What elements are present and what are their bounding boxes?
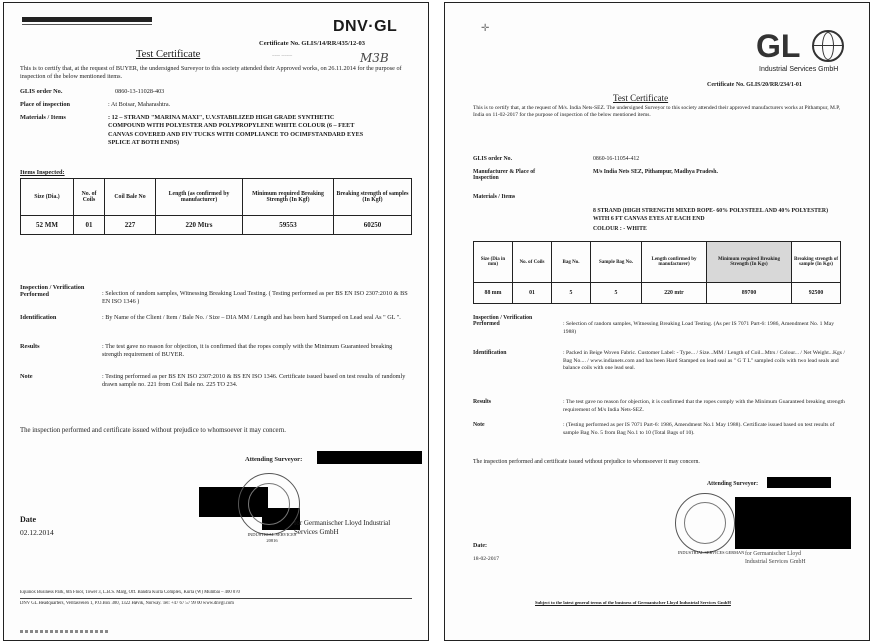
- company-stamp: [675, 493, 735, 553]
- cell-length: 220 Mtrs: [156, 216, 243, 235]
- gl-logo-subtitle: Industrial Services GmbH: [759, 66, 839, 73]
- signatory: for Germanischer Lloyd Industrial Services GmbH: [294, 519, 391, 536]
- materials-value: : 12 – STRAND "MARINA MAXI", U.V.STABILIZED HIGH GRADE SYNTHETIC COMPOUND WITH POLYESTER AND POLYPROPYLENE WHITE COLOUR (6 – FEET CANVAS COVERED AND FIV TUCKS WITH COMPLIANCE TO OCIMFSTANDARD EYES SPLICE AT BOTH ENDS): [108, 114, 364, 147]
- header-rule: [22, 24, 152, 25]
- cell-breaking-strength: 60250: [334, 216, 412, 235]
- terms-line: Subject to the latest general terms of the business of Germanischer Lloyd Industrial Services GmbH: [535, 600, 731, 605]
- cell-bag-no: 5: [552, 283, 591, 304]
- header-size: Size (Dia in mm): [474, 242, 513, 283]
- cell-size: 88 mm: [474, 283, 513, 304]
- materials-value: 8 STRAND (HIGH STRENGTH MIXED ROPE- 60% POLYSTEEL AND 40% POLYESTER) WITH 6 FT CANVAS EYES AT EACH END: [593, 208, 829, 222]
- date-value: 02.12.2014: [20, 528, 54, 537]
- date-value: 18-02-2017: [473, 556, 500, 562]
- cell-min-strength: 59553: [243, 216, 334, 235]
- intro-paragraph: This is to certify that, at the request of BUYER, the undersigned Surveyor to this society attended their Approved works, on 26.11.2014 for the purpose of inspection of the below mentioned items.: [20, 65, 402, 81]
- certificate-gl: [444, 2, 870, 641]
- certificate-dnvgl: [3, 2, 429, 641]
- items-table-header: [474, 242, 841, 283]
- dnvgl-logo: DNV·GL: [333, 18, 398, 35]
- intro-paragraph: This is to certify that, at the request of M/s. India Nets-SEZ. The undersigned Surveyor to this society attended their approved manufacturers works at Pithampur, M.P, India on 11-02-2017 for the purpose of inspection of the below mentioned items.: [473, 105, 841, 119]
- results-value: : The test gave no reason for objection, it is confirmed that the ropes comply with the Minimum Guaranteed breaking strength requirement of M/s India Nets-SEZ.: [563, 399, 845, 413]
- header-breaking-strength: Breaking strength of sample (In Kgs): [792, 242, 841, 283]
- cell-length: 220 mtr: [642, 283, 707, 304]
- header-coils: No. of Coils: [74, 179, 105, 216]
- inspection-value: : Selection of random samples, Witnessing Breaking Load Testing. (As per IS 7071 Part-6: 1986, Amendment No. 1 May 1988): [563, 321, 835, 335]
- footer-statement: The inspection performed and certificate issued without prejudice to whomsoever it may concern.: [473, 459, 700, 465]
- glis-order-label: GLIS order No.: [473, 156, 513, 162]
- header-coil-bale: Coil Bale No: [105, 179, 156, 216]
- cell-size: 52 MM: [21, 216, 74, 235]
- inspection-label: Inspection / Verification Performed: [473, 315, 533, 327]
- stamp-inner-ring: [248, 483, 290, 525]
- identification-label: Identification: [20, 314, 57, 321]
- gl-logo: GL: [756, 28, 801, 64]
- materials-label: Materials / Items: [20, 114, 66, 121]
- stamp-text: INDUSTRIAL SERVICES 20816: [247, 532, 297, 544]
- items-table: [20, 178, 412, 235]
- signatory: for Germanischer Lloyd Industrial Services GmbH: [745, 551, 806, 565]
- cell-coil-bale: 227: [105, 216, 156, 235]
- certificate-title: Test Certificate: [136, 49, 201, 60]
- items-table-header: [21, 179, 412, 216]
- certificate-number: Certificate No. GLIS/20/RR/234/1-01: [707, 82, 802, 88]
- header-size: Size (Dia.): [21, 179, 74, 216]
- cell-min-strength: 89700: [707, 283, 792, 304]
- header-bar: [22, 17, 152, 22]
- items-table: [473, 241, 841, 304]
- globe-equator: [814, 45, 842, 46]
- header-bag-no: Bag No.: [552, 242, 591, 283]
- header-length: Length confirmed by manufacturer): [642, 242, 707, 283]
- note-value: : (Testing performed as per IS 7071 Part-6: 1986, Amendment No.1 May 1988). Certificate issued based on test results of sample Bag No. 5 from Bag No.1 to 10 (Total Bags of 10).: [563, 422, 835, 436]
- place-of-inspection-label: Place of inspection: [20, 101, 71, 108]
- glis-order-value: 0860-16-11054-412: [593, 156, 640, 162]
- glis-order-label: GLIS order No.: [20, 88, 63, 95]
- handwritten-note: M3B: [360, 51, 389, 65]
- inspection-value: : Selection of random samples, Witnessing Breaking Load Testing. ( Testing performed as per BS EN ISO 2307:2010 & BS EN ISO 1346 ): [102, 290, 408, 306]
- certificate-number: Certificate No. GLIS/14/RR/435/12-03: [259, 40, 365, 47]
- company-stamp: [238, 473, 300, 535]
- address-line-1: Equinox Business Park, 6th Floor, Tower 3, L.B.S. Marg, Off. Bandra Kurla Complex, Kurla (W) Mumbai – 400 070: [20, 590, 240, 595]
- glis-order-value: 0860-13-11028-403: [115, 88, 165, 95]
- attending-surveyor-label: Attending Surveyor:: [245, 456, 303, 463]
- cell-breaking-strength: 92500: [792, 283, 841, 304]
- certificate-title: Test Certificate: [613, 93, 669, 103]
- identification-value: : Packed in Beige Woven Fabric. Customer Label: - Type... / Size...MM / Length of Coil...Mtrs / Colour... / Net Weight...Kgs / Bag No.... / www.indianets.com and has been Hard Stamped on lead seal as " G T L" sampled coils with two lead seals and balance coils with one lead seal.: [563, 350, 845, 372]
- stamp-text: INDUSTRIAL SERVICES GERMAN: [677, 550, 745, 555]
- header-length: Length (as confirmed by manufacturer): [156, 179, 243, 216]
- manufacturer-label: Manufacturer & Place of Inspection: [473, 169, 536, 181]
- header-coils: No. of Coils: [513, 242, 552, 283]
- date-label: Date: [20, 515, 36, 524]
- cell-coils: 01: [74, 216, 105, 235]
- results-label: Results: [473, 399, 492, 405]
- items-inspected-label: Items Inspected:: [20, 169, 65, 176]
- identification-label: Identification: [473, 350, 507, 356]
- header-breaking-strength: Breaking strength of samples (In Kgf): [334, 179, 412, 216]
- manufacturer-value: M/s India Nets SEZ, Pithampur, Madhya Pradesh.: [593, 169, 718, 175]
- globe-icon: [812, 30, 844, 62]
- corner-mark: ✛: [481, 23, 490, 34]
- faint-handwritten-mark: ~~~ ~~~~: [272, 54, 293, 59]
- inspection-label: Inspection / Verification Performed: [20, 284, 85, 298]
- address-line-2: DNV GL Headquarters, Veritasveien 1, P.O.Box 300, 1322 Høvik, Norway. Tel: +47 67 57 99 00 www.dnvgl.com: [20, 601, 234, 606]
- footer-rule: [20, 598, 412, 599]
- results-label: Results: [20, 343, 40, 350]
- note-label: Note: [473, 422, 485, 428]
- footer-statement: The inspection performed and certificate issued without prejudice to whomsoever it may concern.: [20, 427, 286, 434]
- table-row: [21, 216, 412, 235]
- attending-surveyor-label: Attending Surveyor:: [707, 481, 759, 487]
- colour-value: COLOUR : - WHITE: [593, 226, 647, 232]
- header-min-strength: Minimum required Breaking Strength (In Kgs): [707, 242, 792, 283]
- results-value: : The test gave no reason for objection, it is confirmed that the ropes comply with the Minimum Guaranteed breaking strength requirement of BUYER.: [102, 343, 393, 359]
- identification-value: : By Name of the Client / Item / Bale No. / Size – DIA MM / Length and has been hard Stamped on Lead seal As " GL ".: [102, 314, 401, 321]
- redaction-surveyor-name: [317, 451, 422, 464]
- header-min-strength: Minimum required Breaking Strength (In Kgf): [243, 179, 334, 216]
- redaction-surveyor-name: [767, 477, 831, 488]
- header-sample-bag: Sample Bag No.: [591, 242, 642, 283]
- cell-coils: 01: [513, 283, 552, 304]
- note-label: Note: [20, 373, 33, 380]
- place-of-inspection-value: : At Boisar, Maharashtra.: [108, 101, 171, 108]
- cell-sample-bag: 5: [591, 283, 642, 304]
- stamp-inner-ring: [684, 502, 726, 544]
- note-value: : Testing performed as per BS EN ISO 2307:2010 & BS EN ISO 1346. Certificate issued based on test results of randomly drawn sample no. 221 from Coil Bale no. 225 TO 234.: [102, 373, 406, 389]
- fine-print: [20, 630, 110, 633]
- redaction-signature: [735, 497, 851, 549]
- table-row: [474, 283, 841, 304]
- materials-label: Materials / Items: [473, 194, 516, 200]
- date-label: Date:: [473, 543, 487, 549]
- globe-meridian: [822, 32, 834, 60]
